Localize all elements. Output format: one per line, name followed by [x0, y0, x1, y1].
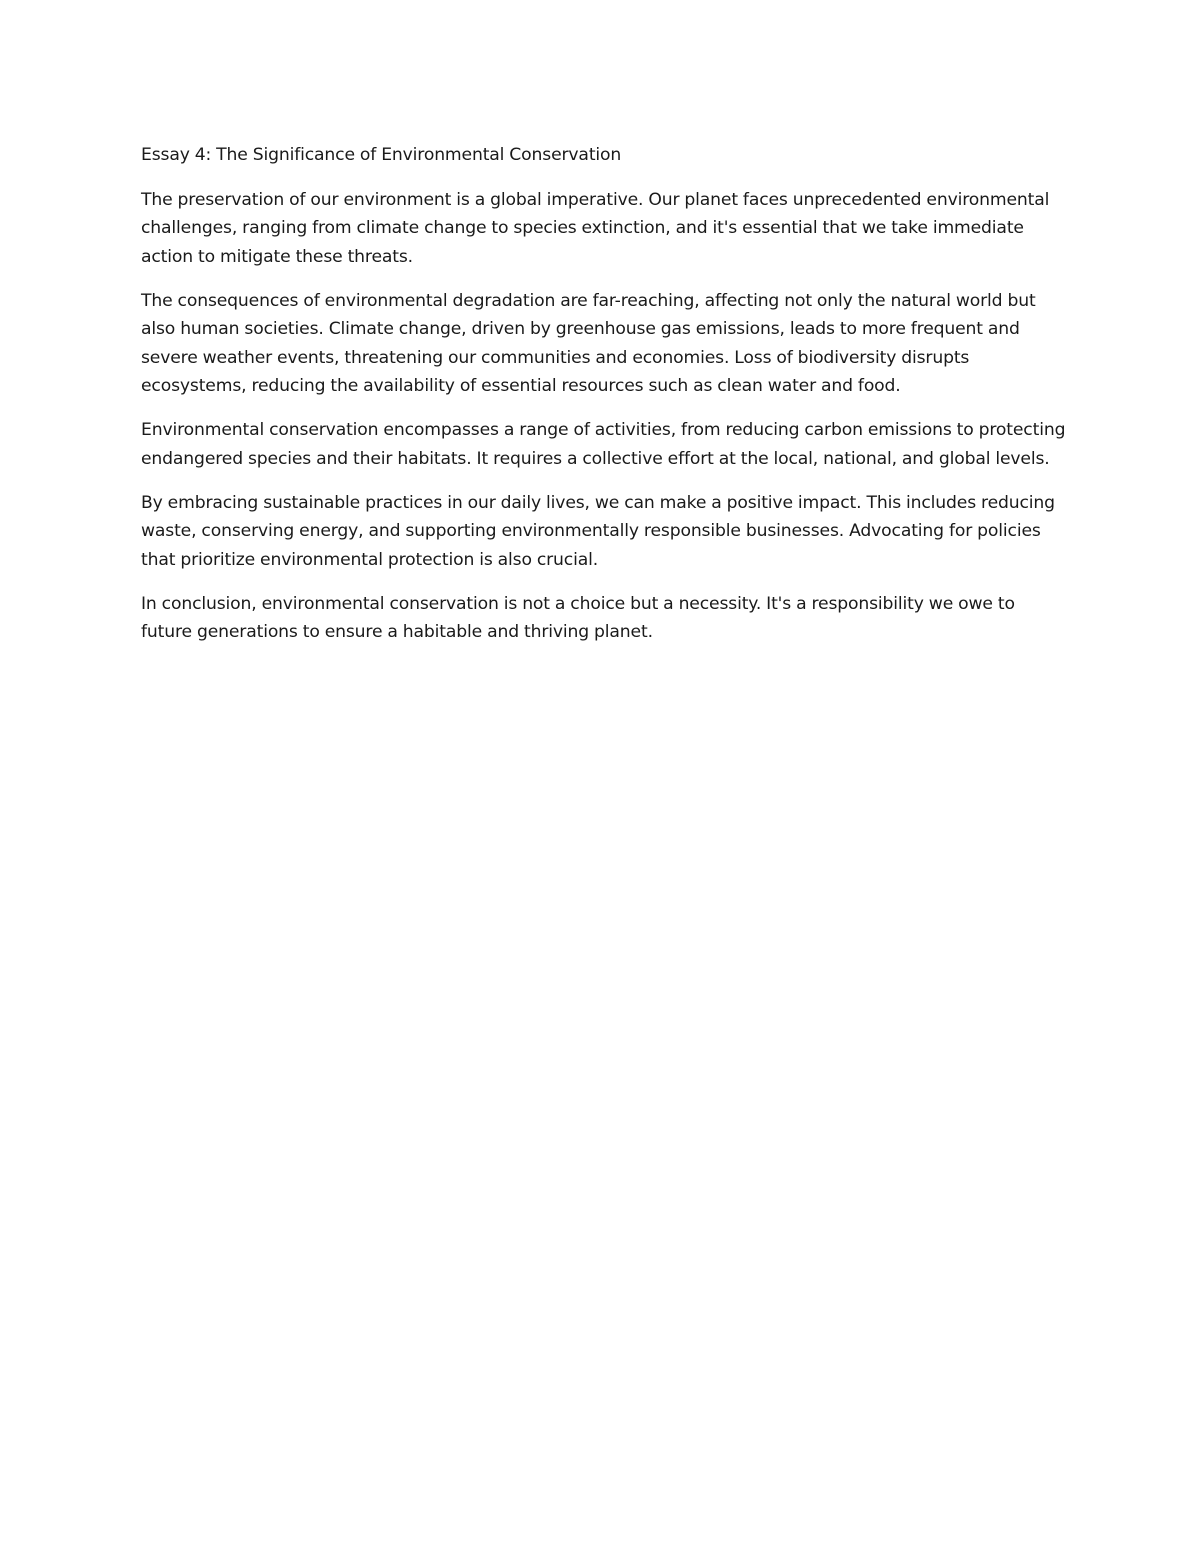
paragraph-activities: Environmental conservation encompasses a range of activities, from reducing carbon emissions to protecting endangered species and their habitats. It requires a collective effort at the local, national, and global levels. — [141, 420, 1066, 469]
paragraph-intro: The preservation of our environment is a global imperative. Our planet faces unprecedented environmental challenges, ranging from climate change to species extinction, and it's essential that we take immediate action to mitigate these threats. — [141, 189, 1050, 267]
essay-title: Essay 4: The Significance of Environmental Conservation — [141, 145, 622, 165]
essay-body — [141, 141, 1066, 662]
paragraph-conclusion: In conclusion, environmental conservation is not a choice but a necessity. It's a responsibility we owe to future generations to ensure a habitable and thriving planet. — [141, 593, 1015, 642]
paragraph-practices: By embracing sustainable practices in our daily lives, we can make a positive impact. This includes reducing waste, conserving energy, and supporting environmentally responsible businesses. Advocating for policies that prioritize environmental protection is also crucial. — [141, 492, 1055, 570]
paragraph-consequences: The consequences of environmental degradation are far-reaching, affecting not only the natural world but also human societies. Climate change, driven by greenhouse gas emissions, leads to more frequent and severe weather events, threatening our communities and economies. Loss of biodiversity disrupts ecosystems, reducing the availability of essential resources such as clean water and food. — [141, 290, 1036, 396]
